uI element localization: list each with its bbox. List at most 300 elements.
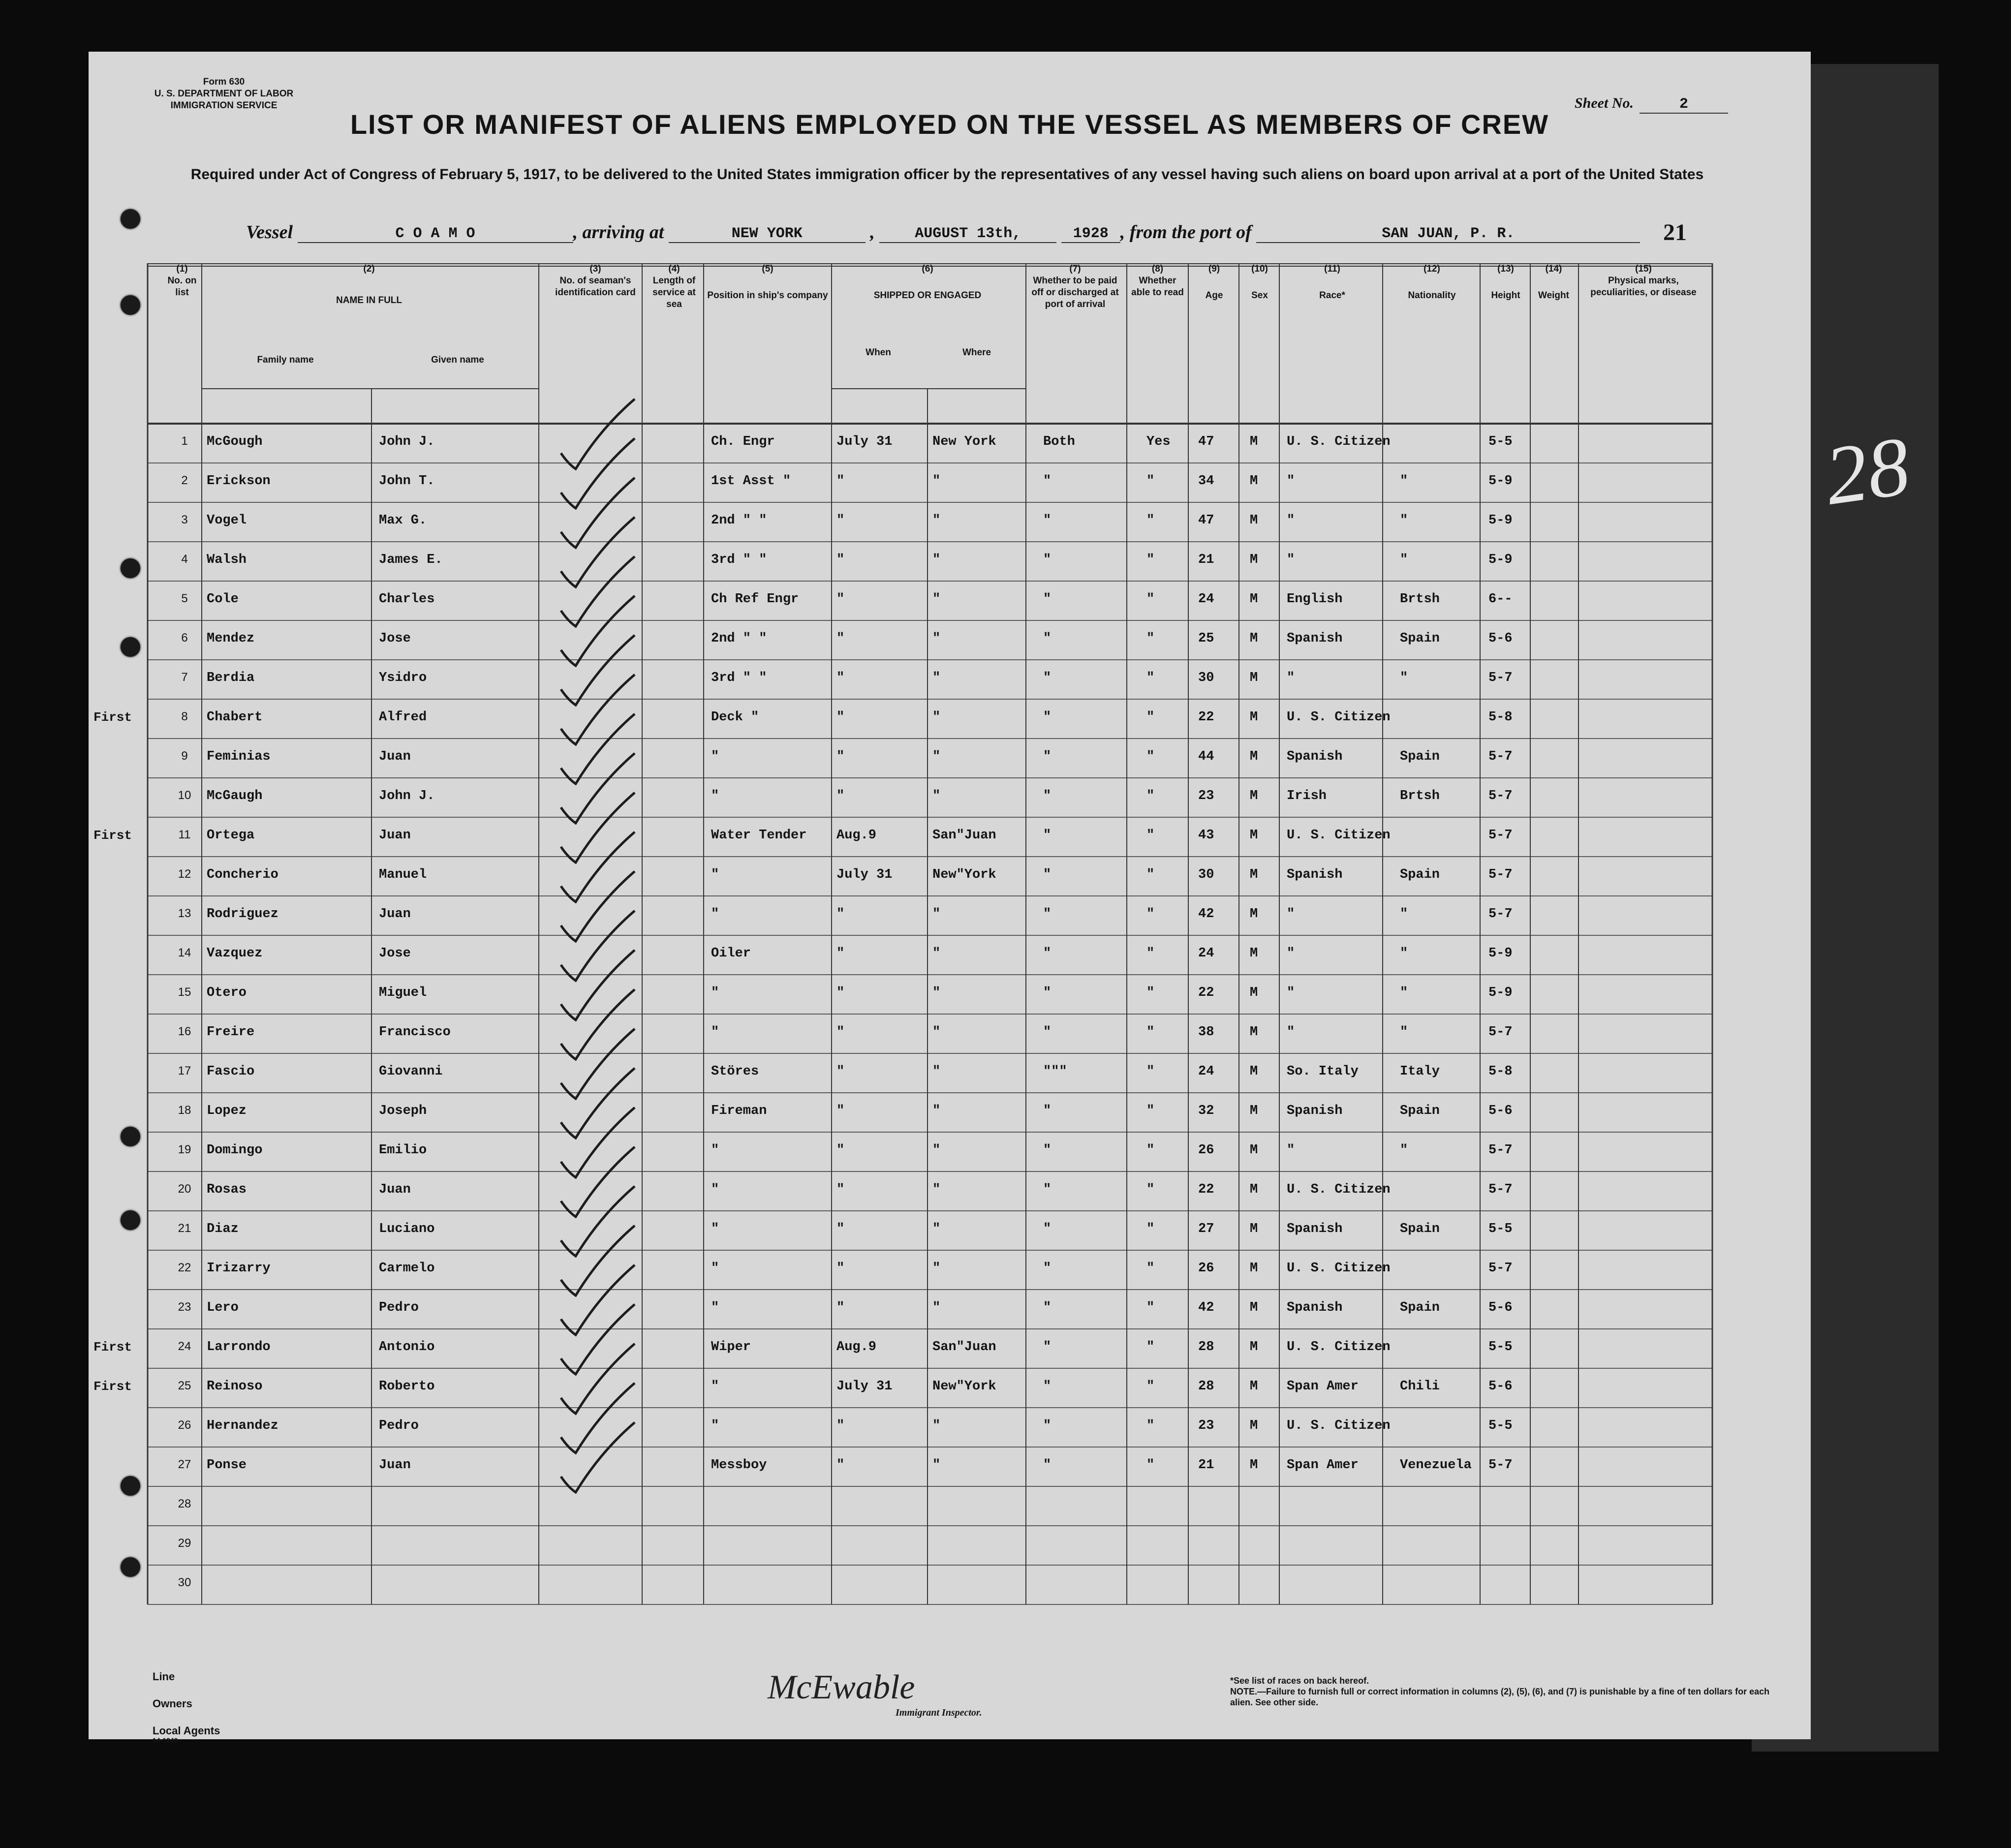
age: 43 — [1198, 828, 1214, 843]
binding-hole — [121, 1210, 140, 1230]
sex: M — [1250, 1064, 1258, 1079]
family-name: Walsh — [207, 553, 247, 567]
sex: M — [1250, 749, 1258, 764]
age: 24 — [1198, 592, 1214, 607]
row-number: 28 — [178, 1497, 191, 1510]
height: 5-7 — [1488, 1458, 1513, 1473]
check-mark — [561, 1068, 635, 1138]
family-name: McGaugh — [207, 789, 263, 803]
race: " — [1287, 553, 1295, 567]
paid-off: " — [1043, 1104, 1052, 1118]
check-mark — [561, 950, 635, 1020]
manifest-sheet — [89, 52, 1811, 1744]
shipped-when: July 31 — [836, 867, 893, 882]
family-name: Diaz — [207, 1222, 239, 1236]
family-name: Rodriguez — [207, 907, 278, 922]
shipped-where: " — [932, 1182, 941, 1197]
position: " — [711, 986, 719, 1000]
sex: M — [1250, 474, 1258, 489]
arrival-date: AUGUST 13th, — [879, 225, 1056, 243]
check-mark — [561, 596, 635, 666]
paid-off: " — [1043, 907, 1052, 922]
row-number: 3 — [181, 513, 188, 526]
shipped-when: " — [836, 513, 845, 528]
check-mark — [561, 1029, 635, 1099]
row-number: 23 — [178, 1300, 191, 1314]
shipped-where: " — [932, 513, 941, 528]
footnotes — [1230, 1675, 1771, 1708]
paid-off: " — [1043, 789, 1052, 803]
race: U. S. Citizen — [1287, 1182, 1391, 1197]
shipped-where: " — [932, 1104, 941, 1118]
shipped-where: " — [932, 1300, 941, 1315]
nationality: " — [1400, 474, 1408, 489]
race: U. S. Citizen — [1287, 710, 1391, 725]
shipped-when: " — [836, 1143, 845, 1158]
race: Spanish — [1287, 631, 1343, 646]
binding-hole — [121, 295, 140, 315]
position: Störes — [711, 1064, 759, 1079]
page-number: 21 — [1663, 219, 1687, 246]
check-mark — [561, 556, 635, 626]
shipped-when: " — [836, 671, 845, 685]
row-number: 17 — [178, 1064, 191, 1078]
header-name: (2) NAME IN FULL — [336, 264, 402, 306]
given-name: Joseph — [379, 1104, 427, 1118]
position: " — [711, 1182, 719, 1197]
position: 1st Asst " — [711, 474, 791, 489]
nationality: Brtsh — [1400, 789, 1440, 803]
paid-off: " — [1043, 513, 1052, 528]
race: " — [1287, 671, 1295, 685]
able-to-read: " — [1146, 1300, 1155, 1315]
row-number: 15 — [178, 986, 191, 999]
row-number: 20 — [178, 1182, 191, 1196]
given-name: John T. — [379, 474, 435, 489]
header-id-card: (3) No. of seaman's identification card — [555, 264, 636, 298]
able-to-read: " — [1146, 671, 1155, 685]
able-to-read: " — [1146, 789, 1155, 803]
header-given-name: Given name — [431, 355, 484, 365]
row-number: 8 — [181, 710, 188, 723]
shipped-when: " — [836, 592, 845, 607]
row-number: 4 — [181, 553, 188, 566]
form-identifier: Form 630 U. S. DEPARTMENT OF LABOR IMMIGRATION SERVICE — [154, 77, 294, 111]
height: 5-6 — [1488, 1379, 1513, 1394]
owners-label: Owners — [153, 1697, 192, 1710]
check-mark — [561, 1147, 635, 1217]
nationality: " — [1400, 513, 1408, 528]
header-weight: (14) Weight — [1538, 264, 1569, 301]
shipped-where: " — [932, 1025, 941, 1040]
paid-off: " — [1043, 1458, 1052, 1473]
sheet-number: Sheet No. 2 — [1575, 95, 1728, 114]
nationality: " — [1400, 907, 1408, 922]
nationality: Venezuela — [1400, 1458, 1472, 1473]
shipped-when: " — [836, 946, 845, 961]
family-name: Erickson — [207, 474, 271, 489]
race: Spanish — [1287, 1222, 1343, 1236]
position: " — [711, 907, 719, 922]
paid-off: " — [1043, 946, 1052, 961]
able-to-read: " — [1146, 828, 1155, 843]
check-mark — [561, 675, 635, 744]
family-name: Concherio — [207, 867, 278, 882]
given-name: Ysidro — [379, 671, 427, 685]
shipped-when: " — [836, 631, 845, 646]
check-mark — [561, 517, 635, 587]
height: 5-5 — [1488, 1340, 1513, 1355]
check-mark — [561, 871, 635, 941]
height: 5-8 — [1488, 710, 1513, 725]
age: 34 — [1198, 474, 1214, 489]
shipped-where: " — [932, 631, 941, 646]
position: Ch Ref Engr — [711, 592, 799, 607]
page-subtitle: Required under Act of Congress of February 5, 1917, to be delivered to the United States immigration officer by the representatives of any vessel having such aliens on board upon arrival at a port of the United States — [190, 166, 1704, 183]
paid-off: " — [1043, 1222, 1052, 1236]
age: 21 — [1198, 1458, 1214, 1473]
height: 5-6 — [1488, 631, 1513, 646]
nationality: Italy — [1400, 1064, 1440, 1079]
height: 5-7 — [1488, 828, 1513, 843]
able-to-read: " — [1146, 1418, 1155, 1433]
margin-note: First — [93, 828, 132, 843]
position: " — [711, 1418, 719, 1433]
given-name: Jose — [379, 946, 411, 961]
able-to-read: " — [1146, 592, 1155, 607]
shipped-where: " — [932, 986, 941, 1000]
race: Spanish — [1287, 867, 1343, 882]
sex: M — [1250, 1379, 1258, 1394]
shipped-when: " — [836, 1222, 845, 1236]
able-to-read: " — [1146, 1064, 1155, 1079]
able-to-read: " — [1146, 1143, 1155, 1158]
check-mark — [561, 1186, 635, 1256]
family-name: Mendez — [207, 631, 255, 646]
row-number: 30 — [178, 1576, 191, 1589]
row-number: 26 — [178, 1418, 191, 1432]
shipped-where: " — [932, 671, 941, 685]
shipped-where: " — [932, 1458, 941, 1473]
family-name: Ponse — [207, 1458, 247, 1473]
header-family-name: Family name — [257, 355, 314, 365]
race: Span Amer — [1287, 1458, 1359, 1473]
nationality: Spain — [1400, 867, 1440, 882]
line-label: Line — [153, 1670, 175, 1683]
family-name: Feminias — [207, 749, 271, 764]
age: 26 — [1198, 1261, 1214, 1276]
able-to-read: " — [1146, 1340, 1155, 1355]
check-mark — [561, 793, 635, 862]
age: 22 — [1198, 710, 1214, 725]
paid-off: " — [1043, 671, 1052, 685]
check-mark — [561, 438, 635, 508]
binding-hole — [121, 558, 140, 578]
position: 2nd " " — [711, 631, 767, 646]
position: Messboy — [711, 1458, 767, 1473]
shipped-when: " — [836, 710, 845, 725]
position: " — [711, 1143, 719, 1158]
sex: M — [1250, 986, 1258, 1000]
row-number: 22 — [178, 1261, 191, 1274]
paid-off: " — [1043, 1143, 1052, 1158]
shipped-where: " — [932, 1222, 941, 1236]
binding-hole — [121, 1476, 140, 1496]
shipped-where: " — [932, 474, 941, 489]
height: 5-9 — [1488, 513, 1513, 528]
binding-hole — [121, 637, 140, 657]
shipped-where: New York — [932, 434, 996, 449]
sex: M — [1250, 710, 1258, 725]
height: 5-8 — [1488, 1064, 1513, 1079]
race: " — [1287, 1025, 1295, 1040]
height: 5-7 — [1488, 1025, 1513, 1040]
able-to-read: " — [1146, 1261, 1155, 1276]
margin-note: First — [93, 710, 132, 725]
age: 38 — [1198, 1025, 1214, 1040]
manifest-grid — [89, 263, 1811, 1675]
check-mark — [561, 714, 635, 784]
paid-off: " — [1043, 710, 1052, 725]
check-mark — [561, 1226, 635, 1295]
race: Spanish — [1287, 749, 1343, 764]
sex: M — [1250, 1222, 1258, 1236]
able-to-read: " — [1146, 986, 1155, 1000]
row-number: 5 — [181, 592, 188, 605]
age: 47 — [1198, 513, 1214, 528]
position: Oiler — [711, 946, 751, 961]
race: Irish — [1287, 789, 1327, 803]
race: " — [1287, 986, 1295, 1000]
able-to-read: " — [1146, 1025, 1155, 1040]
row-number: 1 — [181, 434, 188, 448]
age: 23 — [1198, 789, 1214, 803]
row-number: 24 — [178, 1340, 191, 1353]
able-to-read: " — [1146, 1222, 1155, 1236]
shipped-when: " — [836, 1025, 845, 1040]
paid-off: " — [1043, 1300, 1052, 1315]
race: " — [1287, 907, 1295, 922]
shipped-where: New"York — [932, 1379, 996, 1394]
header-physical-marks: (15) Physical marks, peculiarities, or disease — [1590, 264, 1697, 298]
height: 5-5 — [1488, 1418, 1513, 1433]
family-name: Lopez — [207, 1104, 247, 1118]
shipped-when: " — [836, 1261, 845, 1276]
sex: M — [1250, 1025, 1258, 1040]
race: " — [1287, 946, 1295, 961]
race: So. Italy — [1287, 1064, 1359, 1079]
position: " — [711, 1025, 719, 1040]
nationality: " — [1400, 671, 1408, 685]
height: 5-7 — [1488, 1182, 1513, 1197]
given-name: James E. — [379, 553, 443, 567]
check-mark — [561, 478, 635, 548]
age: 22 — [1198, 986, 1214, 1000]
height: 5-9 — [1488, 474, 1513, 489]
inspector-label: Immigrant Inspector. — [896, 1707, 982, 1718]
family-name: Reinoso — [207, 1379, 263, 1394]
position: Water Tender — [711, 828, 807, 843]
race: " — [1287, 474, 1295, 489]
nationality: " — [1400, 553, 1408, 567]
paid-off: " — [1043, 474, 1052, 489]
sex: M — [1250, 946, 1258, 961]
family-name: Chabert — [207, 710, 263, 725]
margin-note: First — [93, 1340, 132, 1355]
age: 44 — [1198, 749, 1214, 764]
sex: M — [1250, 513, 1258, 528]
given-name: Miguel — [379, 986, 427, 1000]
given-name: John J. — [379, 789, 435, 803]
shipped-where: " — [932, 1261, 941, 1276]
margin-note: First — [93, 1379, 132, 1394]
shipped-where: " — [932, 592, 941, 607]
row-number: 9 — [181, 749, 188, 763]
shipped-when: " — [836, 1104, 845, 1118]
header-age: (9) Age — [1205, 264, 1223, 301]
header-sex: (10) Sex — [1251, 264, 1268, 301]
paid-off: " — [1043, 1379, 1052, 1394]
shipped-where: " — [932, 553, 941, 567]
nationality: Brtsh — [1400, 592, 1440, 607]
sex: M — [1250, 1340, 1258, 1355]
able-to-read: " — [1146, 553, 1155, 567]
shipped-when: Aug.9 — [836, 828, 877, 843]
departure-port: SAN JUAN, P. R. — [1256, 225, 1640, 243]
header-position: (5) Position in ship's company — [707, 264, 828, 301]
arrival-year: 1928 — [1061, 225, 1120, 243]
race: Spanish — [1287, 1300, 1343, 1315]
paid-off: " — [1043, 1182, 1052, 1197]
family-name: Freire — [207, 1025, 255, 1040]
shipped-where: " — [932, 749, 941, 764]
able-to-read: " — [1146, 1379, 1155, 1394]
sex: M — [1250, 671, 1258, 685]
header-length-of-service: (4) Length of service at sea — [652, 264, 696, 309]
sex: M — [1250, 1300, 1258, 1315]
family-name: Cole — [207, 592, 239, 607]
sex: M — [1250, 1418, 1258, 1433]
age: 28 — [1198, 1379, 1214, 1394]
able-to-read: " — [1146, 513, 1155, 528]
paid-off: " — [1043, 1261, 1052, 1276]
voyage-line: Vessel C O A M O , arriving at NEW YORK , AUGUST 13th, 1928 , from the port of SAN JUAN, P. R. — [246, 221, 1640, 243]
able-to-read: " — [1146, 946, 1155, 961]
shipped-where: New"York — [932, 867, 996, 882]
position: " — [711, 789, 719, 803]
paid-off: " — [1043, 828, 1052, 843]
check-mark — [561, 1383, 635, 1453]
family-name: Hernandez — [207, 1418, 278, 1433]
shipped-where: " — [932, 1143, 941, 1158]
row-number: 6 — [181, 631, 188, 645]
shipped-when: " — [836, 1064, 845, 1079]
sex: M — [1250, 828, 1258, 843]
height: 5-7 — [1488, 1261, 1513, 1276]
nationality: " — [1400, 986, 1408, 1000]
shipped-when: " — [836, 474, 845, 489]
height: 5-5 — [1488, 1222, 1513, 1236]
row-number: 29 — [178, 1537, 191, 1550]
check-mark — [561, 399, 635, 469]
able-to-read: Yes — [1146, 434, 1171, 449]
nationality: Spain — [1400, 1222, 1440, 1236]
age: 32 — [1198, 1104, 1214, 1118]
shipped-when: " — [836, 986, 845, 1000]
given-name: Antonio — [379, 1340, 435, 1355]
able-to-read: " — [1146, 749, 1155, 764]
race: Spanish — [1287, 1104, 1343, 1118]
position: 3rd " " — [711, 671, 767, 685]
given-name: Emilio — [379, 1143, 427, 1158]
age: 42 — [1198, 1300, 1214, 1315]
arrival-port: NEW YORK — [669, 225, 866, 243]
family-name: Otero — [207, 986, 247, 1000]
given-name: Carmelo — [379, 1261, 435, 1276]
position: 3rd " " — [711, 553, 767, 567]
family-name: McGough — [207, 434, 263, 449]
able-to-read: " — [1146, 710, 1155, 725]
paid-off: " — [1043, 986, 1052, 1000]
check-mark — [561, 832, 635, 902]
check-mark — [561, 1304, 635, 1374]
able-to-read: " — [1146, 474, 1155, 489]
family-name: Irizarry — [207, 1261, 271, 1276]
paid-off: " — [1043, 867, 1052, 882]
row-number: 7 — [181, 671, 188, 684]
shipped-when: " — [836, 789, 845, 803]
nationality: " — [1400, 1143, 1408, 1158]
shipped-where: " — [932, 907, 941, 922]
paid-off: " — [1043, 1025, 1052, 1040]
able-to-read: " — [1146, 1104, 1155, 1118]
header-paid-off: (7) Whether to be paid off or discharged at port of arrival — [1031, 264, 1119, 309]
handwritten-page-annotation: 28 — [1819, 419, 1916, 523]
sex: M — [1250, 592, 1258, 607]
height: 5-5 — [1488, 434, 1513, 449]
race: Span Amer — [1287, 1379, 1359, 1394]
given-name: Jose — [379, 631, 411, 646]
shipped-when: " — [836, 553, 845, 567]
inspector-signature: McEwable — [768, 1668, 915, 1706]
shipped-when: " — [836, 1182, 845, 1197]
position: " — [711, 867, 719, 882]
height: 5-7 — [1488, 1143, 1513, 1158]
age: 30 — [1198, 671, 1214, 685]
sex: M — [1250, 789, 1258, 803]
given-name: Pedro — [379, 1300, 419, 1315]
binding-hole — [121, 1127, 140, 1146]
age: 28 — [1198, 1340, 1214, 1355]
check-mark — [561, 911, 635, 981]
check-mark — [561, 753, 635, 823]
race: U. S. Citizen — [1287, 1418, 1391, 1433]
sex: M — [1250, 867, 1258, 882]
position: Ch. Engr — [711, 434, 775, 449]
age: 26 — [1198, 1143, 1214, 1158]
position: " — [711, 1300, 719, 1315]
position: Wiper — [711, 1340, 751, 1355]
paid-off: """ — [1043, 1064, 1067, 1079]
given-name: Roberto — [379, 1379, 435, 1394]
given-name: Luciano — [379, 1222, 435, 1236]
row-number: 16 — [178, 1025, 191, 1038]
shipped-when: " — [836, 1418, 845, 1433]
sex: M — [1250, 907, 1258, 922]
row-number: 18 — [178, 1104, 191, 1117]
able-to-read: " — [1146, 907, 1155, 922]
position: " — [711, 749, 719, 764]
